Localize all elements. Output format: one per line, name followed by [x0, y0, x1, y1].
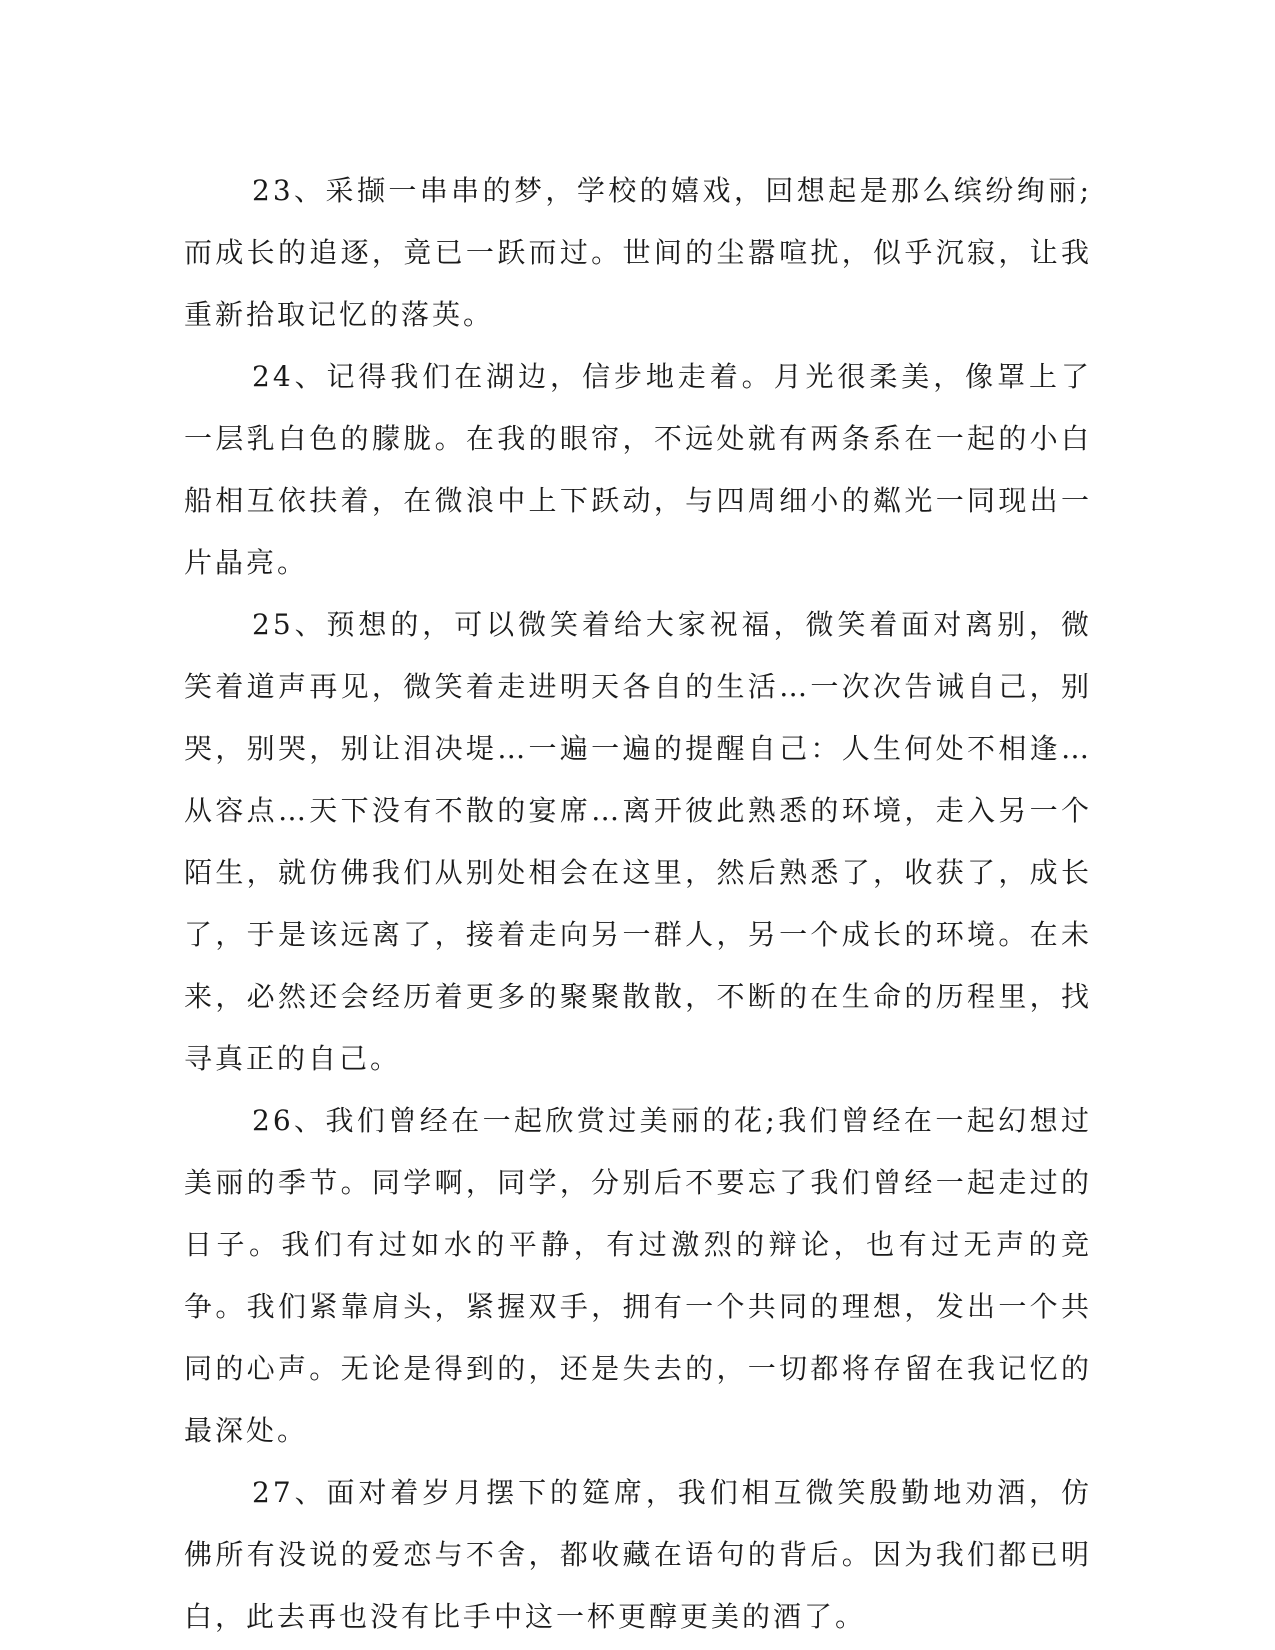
document-body [184, 160, 1092, 1648]
paragraph-27 [184, 1462, 1092, 1648]
paragraph-number: 26、 [252, 1104, 326, 1137]
paragraph-number: 25、 [252, 608, 327, 641]
paragraph-text: 面对着岁月摆下的筵席，我们相互微笑殷勤地劝酒，仿佛所有没说的爱恋与不舍，都收藏在语句的背后。因为我们都已明白，此去再也没有比手中这一杯更醇更美的酒了。 [184, 1476, 1092, 1633]
paragraph-text: 记得我们在湖边，信步地走着。月光很柔美，像罩上了一层乳白色的朦胧。在我的眼帘，不远处就有两条系在一起的小白船相互依扶着，在微浪中上下跃动，与四周细小的粼光一同现出一片晶亮。 [184, 360, 1092, 579]
paragraph-number: 24、 [252, 360, 327, 393]
paragraph-text: 预想的，可以微笑着给大家祝福，微笑着面对离别，微笑着道声再见，微笑着走进明天各自的生活…一次次告诫自己，别哭，别哭，别让泪决堤…一遍一遍的提醒自己：人生何处不相逢…从容点…天下没有不散的宴席…离开彼此熟悉的环境，走入另一个陌生，就仿佛我们从别处相会在这里，然后熟悉了，收获了，成长了，于是该远离了，接着走向另一群人，另一个成长的环境。在未来，必然还会经历着更多的聚聚散散，不断的在生命的历程里，找寻真正的自己。 [184, 608, 1092, 1075]
paragraph-text: 我们曾经在一起欣赏过美丽的花;我们曾经在一起幻想过美丽的季节。同学啊，同学，分别后不要忘了我们曾经一起走过的日子。我们有过如水的平静，有过激烈的辩论，也有过无声的竞争。我们紧靠肩头，紧握双手，拥有一个共同的理想，发出一个共同的心声。无论是得到的，还是失去的，一切都将存留在我记忆的最深处。 [184, 1104, 1093, 1447]
paragraph-number: 23、 [252, 174, 326, 207]
paragraph-number: 27、 [252, 1476, 327, 1509]
paragraph-25 [184, 594, 1092, 1090]
paragraph-text: 采撷一串串的梦，学校的嬉戏，回想起是那么缤纷绚丽;而成长的追逐，竟已一跃而过。世间的尘嚣喧扰，似乎沉寂，让我重新拾取记忆的落英。 [184, 174, 1093, 331]
paragraph-24 [184, 346, 1092, 594]
paragraph-26 [184, 1090, 1092, 1462]
paragraph-23 [184, 160, 1092, 346]
